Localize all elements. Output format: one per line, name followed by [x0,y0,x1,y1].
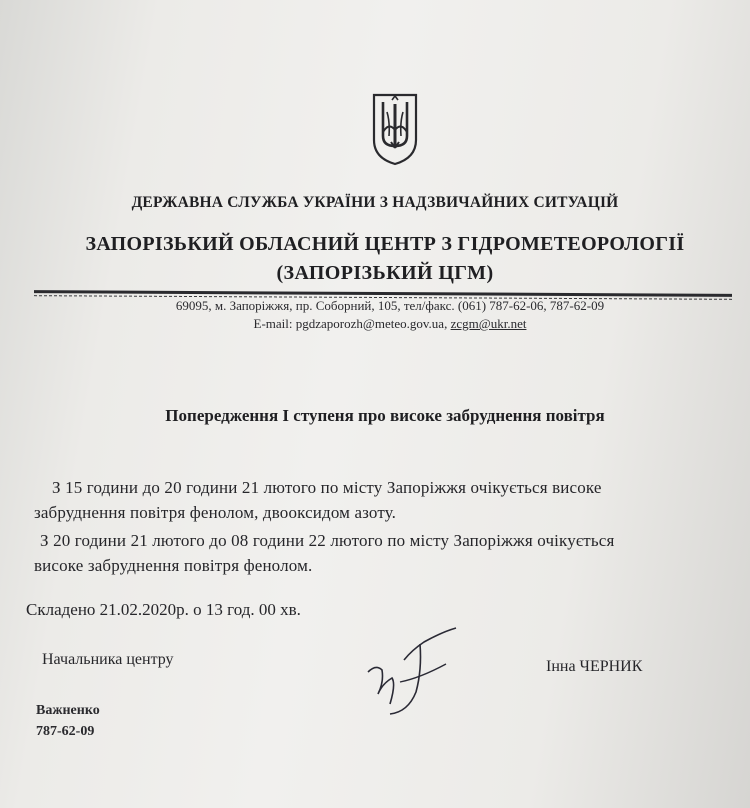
paragraph-2-line-1: З 20 години 21 лютого до 08 години 22 лютого по місту Запоріжжя очікується [40,531,615,550]
email-primary: E-mail: pgdzaporozh@meteo.gov.ua, [253,316,451,331]
paragraph-1-line-2: забруднення повітря фенолом, двооксидом азоту. [34,503,397,522]
compiled-date: Складено 21.02.2020р. о 13 год. 00 хв. [26,600,301,619]
paragraph-1-line-1: З 15 години до 20 години 21 лютого по місту Запоріжжя очікується високе [52,478,602,497]
email-line [0,316,750,332]
document-title: Попередження I ступеня про високе забруднення повітря [165,406,605,425]
paragraph-2-line-2: високе забруднення повітря фенолом. [34,556,313,575]
executor-phone: 787-62-09 [36,724,95,739]
center-name-heading: ЗАПОРІЗЬКИЙ ОБЛАСНИЙ ЦЕНТР З ГІДРОМЕТЕОРОЛОГІЇ [85,233,685,255]
agency-heading: ДЕРЖАВНА СЛУЖБА УКРАЇНИ З НАДЗВИЧАЙНИХ СИТУАЦІЙ [131,194,619,211]
email-secondary: zcgm@ukr.net [450,316,527,331]
signer-name: Інна ЧЕРНИК [546,658,643,675]
center-abbreviation: (ЗАПОРІЗЬКИЙ ЦГМ) [276,262,494,284]
executor-name: Важненко [36,703,100,718]
signature [360,620,470,720]
coat-of-arms-icon [370,92,420,166]
signer-title: Начальника центру [42,651,174,668]
address-line: 69095, м. Запоріжжя, пр. Соборний, 105, тел/факс. (061) 787-62-06, 787-62-09 [175,298,605,313]
